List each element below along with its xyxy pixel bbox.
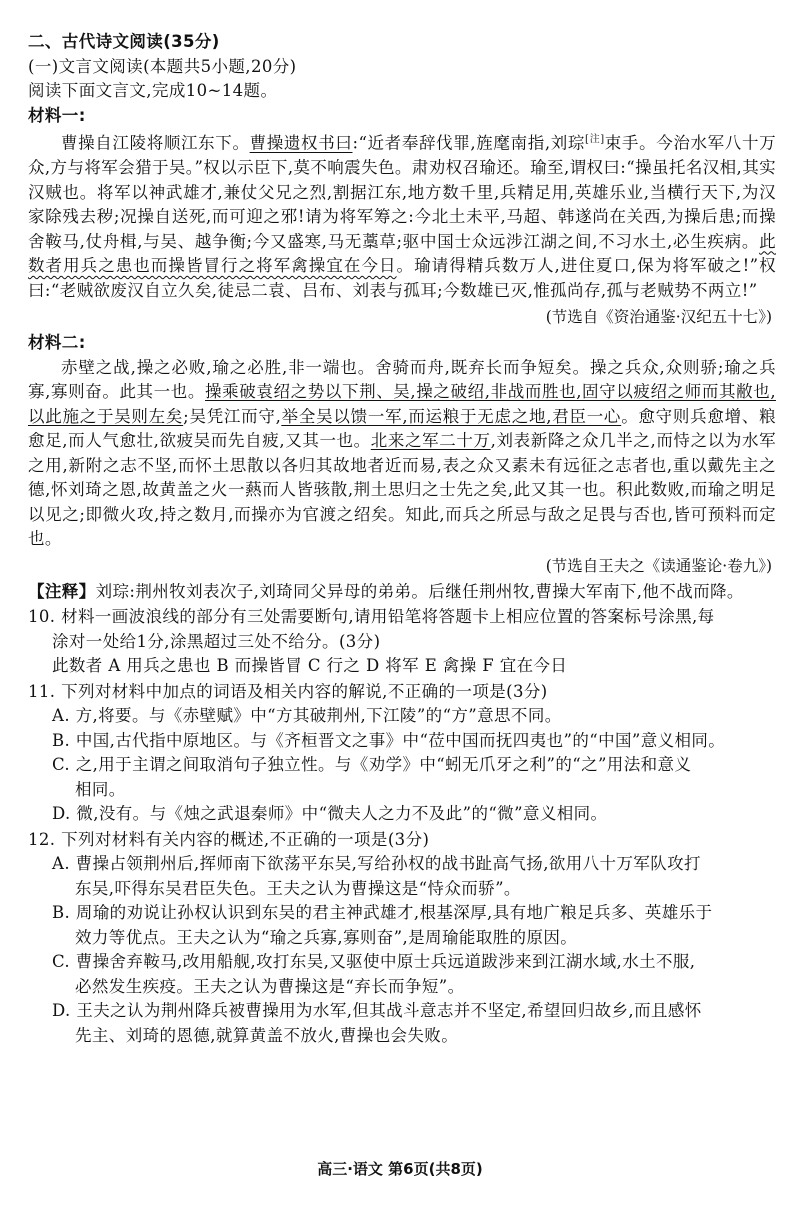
q11-option-c: C. 之,用于主谓之间取消句子独立性。与《劝学》中“蚓无爪牙之利”的“之”用法和意义 bbox=[52, 755, 692, 774]
material1-label: 材料一: bbox=[28, 105, 86, 125]
material1-source: (节选自《资治通鉴·汉纪五十七》) bbox=[545, 308, 772, 326]
section-title: 二、古代诗文阅读(35分) bbox=[28, 32, 220, 51]
material2-p1: 赤壁之战,操之必败,瑜之必胜,非一端也。舍骑而舟,既弃长而争短矣。操之兵众,众则骄;瑜之兵寡,寡则奋。此其一也。 bbox=[28, 357, 776, 401]
annotation-label: 【注释】 bbox=[28, 581, 96, 601]
q12-option-d-cont: 先主、刘琦的恩德,就算黄盖不放火,曹操也会失败。 bbox=[75, 1025, 459, 1045]
material2-label: 材料二: bbox=[28, 333, 86, 352]
question-11 bbox=[28, 680, 776, 827]
material1-p1: 曹操自江陵将顺江东下。 bbox=[61, 133, 250, 153]
q10-line1: 10. 材料一画波浪线的部分有三处需要断句,请用铅笔将答题卡上相应位置的答案标号涂黑,每 bbox=[28, 607, 715, 626]
q11-option-c-cont: 相同。 bbox=[75, 779, 126, 799]
material1-p3: :“近者奉辞伐罪,旌麾南指,刘琮 bbox=[352, 133, 586, 153]
material2-underline2: 举全吴以馈一军,而运粮于无虑之地,君臣一心 bbox=[281, 406, 622, 426]
page-footer: 高三·语文 第6页(共8页) bbox=[317, 1160, 483, 1178]
material2-underline1: 操乘破袁绍之势以下荆、吴,操之破绍,非战而胜也,固守以疲绍之师而其敝也,以此施之于吴则左矣 bbox=[28, 382, 776, 426]
note-mark: [注] bbox=[585, 134, 605, 145]
material2-underline3: 北来之军二十万 bbox=[370, 431, 491, 450]
q12-option-a-cont: 东吴,吓得东吴君臣失色。王夫之认为曹操这是“恃众而骄”。 bbox=[75, 878, 521, 898]
q12-option-d: D. 王夫之认为荆州降兵被曹操用为水军,但其战斗意志并不坚定,希望回归故乡,而且感怀 bbox=[52, 1001, 702, 1020]
material2-p3: 。愈守则兵愈增、粮愈足,而人气愈壮,欲疲吴而先自疲,又其一也。 bbox=[28, 406, 777, 450]
material1-wavy: 此数者用兵之患也而操皆冒行之将军禽操宜在今日 bbox=[28, 231, 776, 275]
material2-p2: ;吴凭江而守, bbox=[183, 406, 282, 426]
q10-line2: 涂对一处给1分,涂黑超过三处不给分。(3分) bbox=[52, 631, 381, 651]
material1-p5: 。瑜请得精兵数万人,进住夏口,保为将军破之!”权曰:“老贼欲废汉自立久矣,徒忌二袁、吕布、刘表与孤耳;今数雄已灭,惟孤尚存,孤与老贼势不两立!” bbox=[28, 256, 776, 300]
annotation bbox=[28, 580, 776, 605]
instruction: 阅读下面文言文,完成10~14题。 bbox=[28, 81, 278, 100]
annotation-text: 刘琮:荆州牧刘表次子,刘琦同父异母的弟弟。后继任荆州牧,曹操大军南下,他不战而降。 bbox=[95, 581, 744, 601]
q12-option-c: C. 曹操舍弃鞍马,改用船舰,攻打东吴,又驱使中原士兵远道跋涉来到江湖水域,水土不服, bbox=[52, 952, 696, 971]
q11-option-d: D. 微,没有。与《烛之武退秦师》中“微夫人之力不及此”的“微”意义相同。 bbox=[52, 804, 608, 823]
q12-option-c-cont: 必然发生疾疫。王夫之认为曹操这是“弃长而争短”。 bbox=[75, 976, 465, 996]
q12-option-b-cont: 效力等优点。王夫之认为“瑜之兵寡,寡则奋”,是周瑜能取胜的原因。 bbox=[75, 927, 578, 947]
material2-text bbox=[28, 356, 776, 552]
material2-source: (节选自王夫之《读通鉴论·卷九》) bbox=[545, 556, 772, 575]
q12-option-a: A. 曹操占领荆州后,挥师南下欲荡平东吴,写给孙权的战书趾高气扬,欲用八十万军队攻打 bbox=[52, 854, 701, 873]
q11-option-a: A. 方,将要。与《赤壁赋》中“方其破荆州,下江陵”的“方”意思不同。 bbox=[52, 706, 562, 725]
q10-options: 此数者 A 用兵之患也 B 而操皆冒 C 行之 D 将军 E 禽操 F 宜在今日 bbox=[52, 656, 568, 675]
q11-stem: 11. 下列对材料中加点的词语及相关内容的解说,不正确的一项是(3分) bbox=[28, 681, 548, 701]
q12-stem: 12. 下列对材料有关内容的概述,不正确的一项是(3分) bbox=[28, 829, 430, 849]
material1-p4: 束手。今治水军八十万众,方与将军会猎于吴。”权以示臣下,莫不响震失色。肃劝权召瑜还。瑜至,谓权曰:“操虽托名汉相,其实汉贼也。将军以神武雄才,兼仗父兄之烈,割据江东,地方数千里,兵精足用,英雄乐业,当横行天下,为汉家除残去秽;况操自送死,而可迎之邪!请为将军筹之:今北土未平,马超、韩遂尚在关西,为操后患;而操舍鞍马,仗舟楫,与吴、越争衡;今又盛寒,马无藁草;驱中国士众远涉江湖之间,不习水土,必生疾病。 bbox=[28, 133, 776, 251]
exam-page bbox=[28, 30, 776, 1048]
q12-option-b: B. 周瑜的劝说让孙权认识到东吴的君主神武雄才,根基深厚,具有地广粮足兵多、英雄乐于 bbox=[52, 903, 713, 922]
subsection-title: (一)文言文阅读(本题共5小题,20分) bbox=[28, 56, 297, 76]
material2-p4: ,刘表新降之众几半之,而恃之以为水军之用,新附之志不坚,而怀土思散以各归其故地者近而易,表之众又素未有远征之志者也,重以戴先主之德,怀刘琦之恩,故黄盖之火一爇而人皆骇散,荆土思归之士先之矣,此又其一也。积此数败,而瑜之明足以见之;即微火攻,持之数月,而操亦为官渡之绍矣。知此,而兵之所忌与敌之足畏与否也,皆可预料而定也。 bbox=[28, 431, 776, 548]
question-12 bbox=[28, 828, 776, 1049]
q11-option-b: B. 中国,古代指中原地区。与《齐桓晋文之事》中“莅中国而抚四夷也”的“中国”意义相同。 bbox=[52, 730, 726, 750]
question-10 bbox=[28, 605, 776, 679]
material1-text bbox=[28, 128, 776, 303]
material1-underlined: 曹操遗权书曰 bbox=[249, 133, 353, 153]
